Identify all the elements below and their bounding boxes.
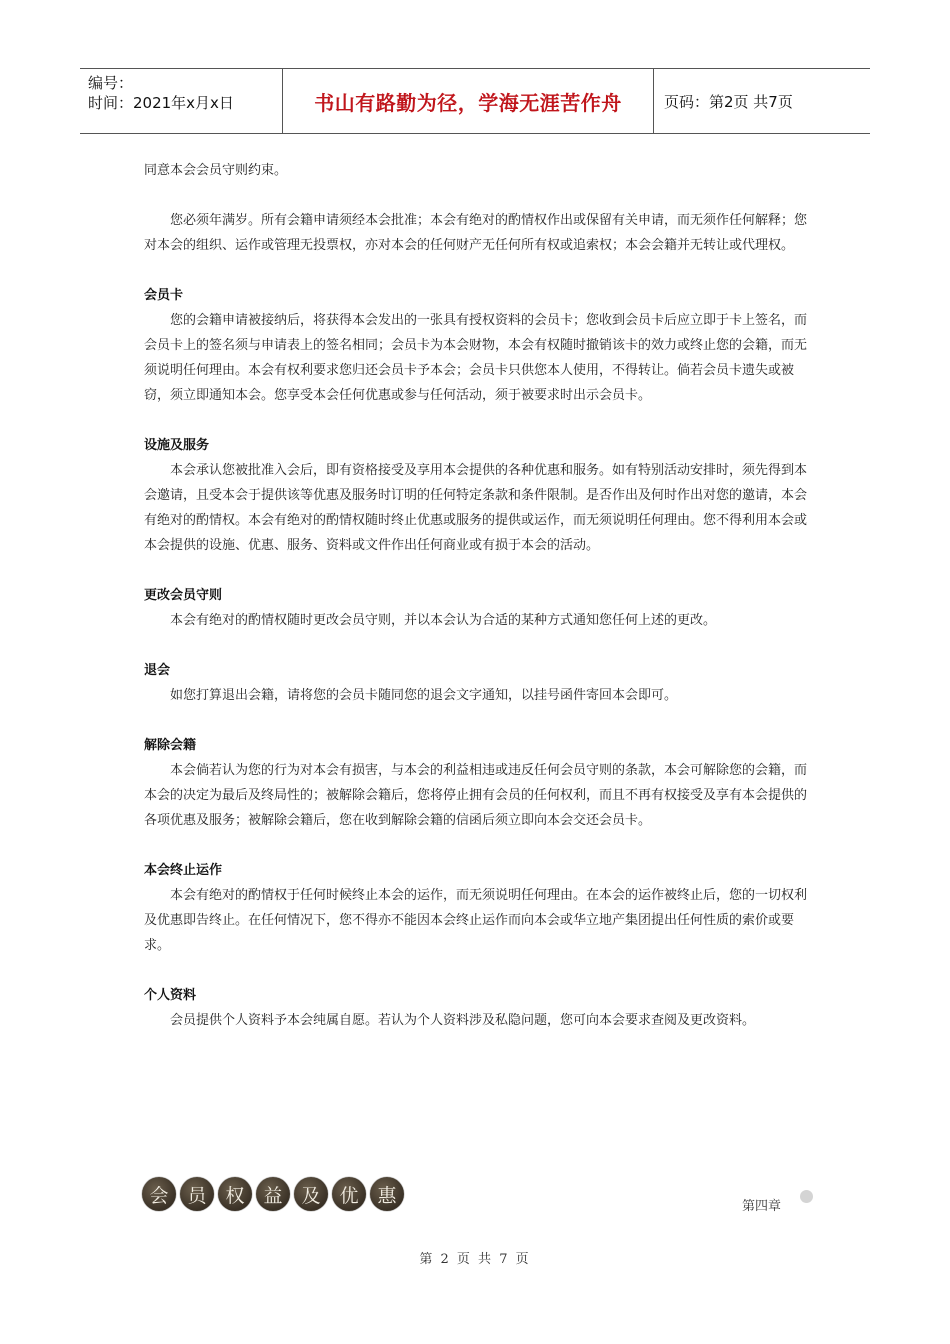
banner-char: 惠 bbox=[370, 1177, 404, 1211]
page-header bbox=[80, 68, 870, 134]
paragraph-eligibility: 您必须年满岁。所有会籍申请须经本会批准；本会有绝对的酌情权作出或保留有关申请，而无须作任何解释；您对本会的组织、运作或管理无投票权，亦对本会的任何财产无任何所有权或追索权；本会会籍并无转让或代理权。 bbox=[144, 213, 808, 253]
section-body-club-closure: 本会有绝对的酌情权于任何时候终止本会的运作，而无须说明任何理由。在本会的运作被终止后，您的一切权利及优惠即告终止。在任何情况下，您不得亦不能因本会终止运作而向本会或华立地产集团提出任何性质的索价或要求。 bbox=[144, 888, 808, 953]
banner-char: 及 bbox=[294, 1177, 328, 1211]
section-heading-club-closure: 本会终止运作 bbox=[144, 863, 223, 878]
section-heading-personal-data: 个人资料 bbox=[144, 988, 197, 1003]
document-number-label: 编号： bbox=[88, 74, 134, 92]
header-motto: 书山有路勤为径，学海无涯苦作舟 bbox=[282, 69, 654, 133]
header-meta bbox=[80, 69, 282, 133]
paragraph-intro: 同意本会会员守则约束。 bbox=[144, 163, 288, 178]
document-date-label: 时间：2021年x月x日 bbox=[88, 94, 234, 112]
section-body-personal-data: 会员提供个人资料予本会纯属自愿。若认为个人资料涉及私隐问题，您可向本会要求查阅及更改资料。 bbox=[170, 1013, 756, 1028]
section-heading-rule-changes: 更改会员守则 bbox=[144, 588, 223, 603]
header-page-label: 页码：第2页 共7页 bbox=[664, 92, 793, 111]
banner-char: 益 bbox=[256, 1177, 290, 1211]
banner-char: 权 bbox=[218, 1177, 252, 1211]
section-heading-termination: 解除会籍 bbox=[144, 738, 197, 753]
decorative-dot-icon bbox=[800, 1190, 813, 1203]
section-body-termination: 本会倘若认为您的行为对本会有损害，与本会的利益相违或违反任何会员守则的条款，本会可解除您的会籍，而本会的决定为最后及终局性的；被解除会籍后，您将停止拥有会员的任何权利，而且不再有权接受及享有本会提供的各项优惠及服务；被解除会籍后，您在收到解除会籍的信函后须立即向本会交还会员卡。 bbox=[144, 763, 808, 828]
banner-char: 优 bbox=[332, 1177, 366, 1211]
section-body-rule-changes: 本会有绝对的酌情权随时更改会员守则，并以本会认为合适的某种方式通知您任何上述的更改。 bbox=[170, 613, 717, 628]
banner-char: 会 bbox=[142, 1177, 176, 1211]
banner-char: 员 bbox=[180, 1177, 214, 1211]
section-heading-facilities: 设施及服务 bbox=[144, 438, 210, 453]
section-heading-membership-card: 会员卡 bbox=[144, 288, 184, 303]
section-body-withdrawal: 如您打算退出会籍，请将您的会员卡随同您的退会文字通知，以挂号函件寄回本会即可。 bbox=[170, 688, 678, 703]
document-body bbox=[144, 158, 808, 1033]
section-body-membership-card: 您的会籍申请被接纳后，将获得本会发出的一张具有授权资料的会员卡；您收到会员卡后应立即于卡上签名，而会员卡上的签名须与申请表上的签名相同；会员卡为本会财物，本会有权随时撤销该卡的效力或终止您的会籍，而无须说明任何理由。本会有权利要求您归还会员卡予本会；会员卡只供您本人使用，不得转让。倘若会员卡遗失或被窃，须立即通知本会。您享受本会任何优惠或参与任何活动，须于被要求时出示会员卡。 bbox=[144, 313, 808, 403]
member-benefits-banner bbox=[142, 1177, 404, 1211]
page-footer: 第 2 页 共 7 页 bbox=[419, 1252, 531, 1267]
chapter-label: 第四章 bbox=[742, 1199, 782, 1214]
section-body-facilities: 本会承认您被批准入会后，即有资格接受及享用本会提供的各种优惠和服务。如有特别活动安排时，须先得到本会邀请，且受本会于提供该等优惠及服务时订明的任何特定条款和条件限制。是否作出及何时作出对您的邀请，本会有绝对的酌情权。本会有绝对的酌情权随时终止优惠或服务的提供或运作，而无须说明任何理由。您不得利用本会或本会提供的设施、优惠、服务、资料或文件作出任何商业或有损于本会的活动。 bbox=[144, 463, 808, 553]
section-heading-withdrawal: 退会 bbox=[144, 663, 171, 678]
